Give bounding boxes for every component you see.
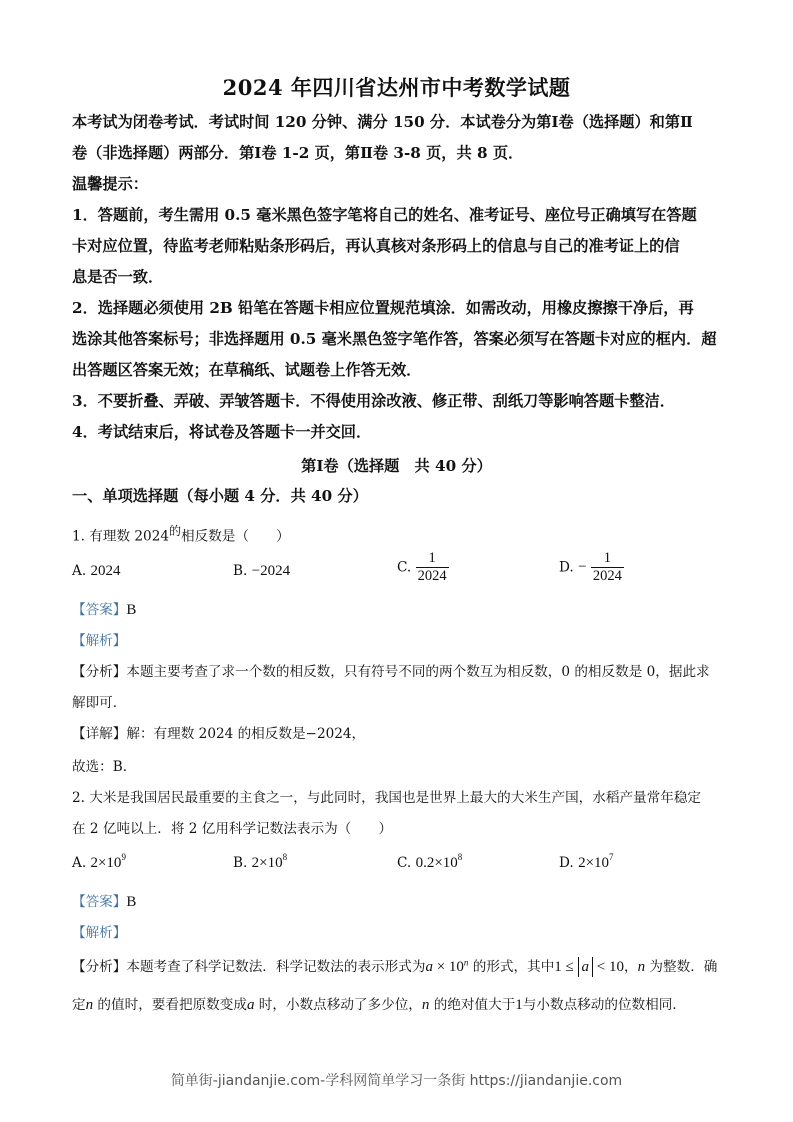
tip-line-7: 3．不要折叠、弄破、弄皱答题卡．不得使用涂改液、修正带、刮纸刀等影响答题卡整洁． <box>72 392 675 410</box>
q1-analysis-marker: 【解析】 <box>72 633 127 649</box>
fenxi-marker: 【分析】 <box>72 664 127 680</box>
q2-option-b[interactable]: B. $2\times 10^8$ <box>233 852 288 871</box>
q1-answer <box>72 598 136 619</box>
fraction: $\frac{1}{2024}$ <box>417 550 447 584</box>
q1-option-c[interactable]: C. $\frac{1}{2024}$ <box>397 550 447 584</box>
q1-option-d[interactable]: D. − $\frac{1}{2024}$ <box>559 550 622 584</box>
q2-option-a[interactable]: A. $2\times 10^9$ <box>72 852 126 871</box>
q2-analysis-marker: 【解析】 <box>72 925 127 941</box>
q2-fenxi-line-2: 定n 的值时，要看把原数变成a 时，小数点移动了多少位，n 的绝对值大于1与小数点移动的位数相同． <box>72 997 686 1013</box>
q1-stem-suffix: 相反数是（ ） <box>181 528 290 545</box>
question-1-stem <box>72 522 290 545</box>
q1-fenxi-line-2: 解即可． <box>72 695 127 711</box>
tip-line-5: 选涂其他答案标号；非选择题用 0.5 毫米黑色签字笔作答，答案必须写在答题卡对应的框内．超 <box>72 330 717 348</box>
page-title: 2024 年四川省达州市中考数学试题 <box>222 75 571 100</box>
fenxi-marker: 【分析】 <box>72 959 127 975</box>
q1-fenxi-line-1: 【分析】本题主要考查了求一个数的相反数，只有符号不同的两个数互为相反数，0 的相反数是 0，据此求 <box>72 664 710 680</box>
tip-line-3: 息是否一致． <box>72 268 164 286</box>
q2-option-c[interactable]: C. $0.2\times 10^8$ <box>397 852 463 871</box>
question-2-stem-line-1: 2. 大米是我国居民最重要的主食之一，与此同时，我国也是世界上最大的大米生产国，水稻产量常年稳定 <box>72 790 702 806</box>
q1-conclusion: 故选：B． <box>72 759 137 775</box>
footer-watermark: 简单街-jiandanjie.com-学科网简单学习一条街 https://jiandanjie.com <box>170 1073 623 1089</box>
answer-value: B <box>126 894 137 910</box>
tip-line-1: 1．答题前，考生需用 0.5 毫米黑色签字笔将自己的姓名、准考证号、座位号正确填写在答题 <box>72 206 697 224</box>
q1-option-b[interactable]: B. −2024 <box>233 563 291 579</box>
q1-option-a[interactable]: A. 2024 <box>72 563 121 579</box>
question-2-stem-line-2: 在 2 亿吨以上．将 2 亿用科学记数法表示为（ ） <box>72 821 393 837</box>
intro-line-1: 本考试为闭卷考试．考试时间 120 分钟、满分 150 分．本试卷分为第Ⅰ卷（选择题）和第Ⅱ <box>72 113 693 131</box>
tip-line-6: 出答题区答案无效；在草稿纸、试题卷上作答无效． <box>72 361 422 379</box>
tip-line-2: 卡对应位置，待监考老师粘贴条形码后，再认真核对条形码上的信息与自己的准考证上的信 <box>72 237 680 255</box>
answer-value: B <box>126 602 137 618</box>
answer-marker: 【答案】 <box>72 894 127 910</box>
section-heading: 一、单项选择题（每小题 4 分．共 40 分） <box>72 487 368 505</box>
q2-answer <box>72 890 136 911</box>
answer-marker: 【答案】 <box>72 602 127 618</box>
q1-stem-prefix: 1. 有理数 2024 <box>72 528 169 545</box>
tip-line-8: 4．考试结束后，将试卷及答题卡一并交回． <box>72 423 372 441</box>
part-heading: 第Ⅰ卷（选择题 共 40 分） <box>301 457 492 475</box>
q2-fenxi-line-1: 【分析】本题考查了科学记数法．科学记数法的表示形式为$a \times 10^n$ 的形式，其中1 ≤ a < 10，n 为整数．确 <box>72 957 718 975</box>
tip-line-4: 2．选择题必须使用 2B 铅笔在答题卡相应位置规范填涂．如需改动，用橡皮擦擦干净后，再 <box>72 299 694 317</box>
detail-marker: 【详解】 <box>72 726 127 742</box>
tips-heading: 温馨提示： <box>72 175 148 193</box>
q1-stem-sup: 的 <box>169 524 182 538</box>
absolute-value: a <box>578 957 594 977</box>
q1-detail: 【详解】解：有理数 2024 的相反数是−2024， <box>72 726 366 742</box>
fraction: $\frac{1}{2024}$ <box>592 550 622 584</box>
q2-option-d[interactable]: D. $2\times 10^7$ <box>559 852 614 871</box>
intro-line-2: 卷（非选择题）两部分．第Ⅰ卷 1-2 页，第Ⅱ卷 3-8 页，共 8 页． <box>72 144 524 162</box>
